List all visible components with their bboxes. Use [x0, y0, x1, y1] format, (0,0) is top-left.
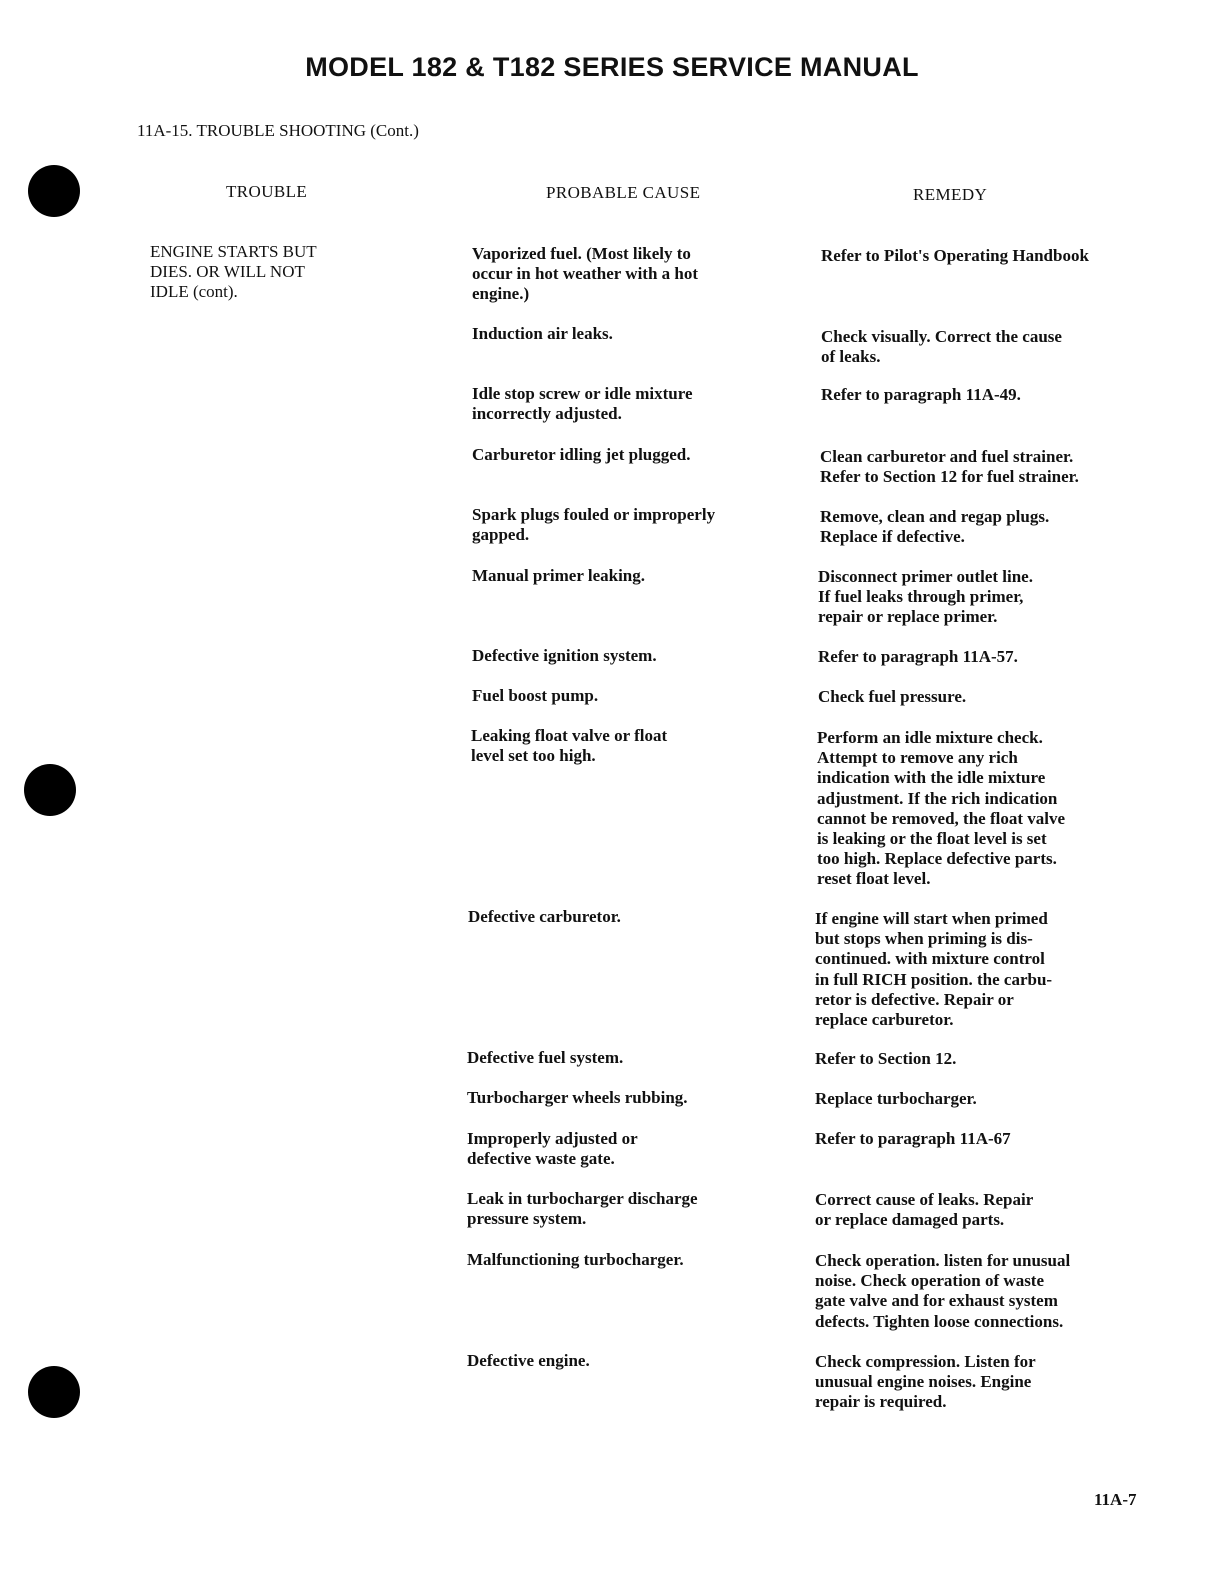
cause-cell: Defective carburetor. [468, 907, 621, 926]
remedy-cell: Replace turbocharger. [815, 1089, 977, 1108]
remedy-cell: Check fuel pressure. [818, 687, 967, 706]
cause-cell: Vaporized fuel. (Most likely to occur in hot weather with a hot engine.) [472, 244, 699, 304]
column-header-probable-cause: PROBABLE CAUSE [546, 183, 701, 202]
column-header-trouble: TROUBLE [226, 182, 308, 201]
cause-cell: Spark plugs fouled or improperly gapped. [472, 505, 716, 545]
cause-cell: Leaking float valve or float level set too high. [471, 726, 668, 766]
trouble-description: ENGINE STARTS BUT DIES. OR WILL NOT IDLE (cont). [150, 242, 317, 301]
remedy-cell: Check visually. Correct the cause of leaks. [821, 327, 1062, 367]
remedy-cell: Remove, clean and regap plugs. Replace if defective. [820, 507, 1050, 547]
remedy-cell: Refer to Section 12. [815, 1049, 957, 1068]
remedy-cell: Correct cause of leaks. Repair or replace damaged parts. [815, 1190, 1034, 1230]
cause-cell: Malfunctioning turbocharger. [467, 1250, 684, 1269]
cause-cell: Idle stop screw or idle mixture incorrectly adjusted. [472, 384, 693, 424]
remedy-cell: Clean carburetor and fuel strainer. Refer to Section 12 for fuel strainer. [820, 447, 1079, 487]
remedy-cell: Perform an idle mixture check. Attempt to remove any rich indication with the idle mixture adjustment. If the rich indication cannot be removed, the float valve is leaking or the float level is set too high. Replace defective parts. reset float level. [817, 728, 1066, 889]
cause-cell: Defective fuel system. [467, 1048, 624, 1067]
remedy-cell: If engine will start when primed but stops when priming is dis- continued. with mixture control in full RICH position. the carbu- retor is defective. Repair or replace carburetor. [815, 909, 1053, 1030]
cause-cell: Defective engine. [467, 1351, 590, 1370]
remedy-cell: Check operation. listen for unusual noise. Check operation of waste gate valve and for exhaust system defects. Tighten loose connections. [815, 1251, 1071, 1331]
remedy-cell: Refer to paragraph 11A-67 [815, 1129, 1011, 1148]
page-number: 11A-7 [1094, 1490, 1137, 1509]
column-header-remedy: REMEDY [913, 185, 988, 204]
remedy-cell: Refer to Pilot's Operating Handbook [821, 246, 1089, 265]
cause-cell: Manual primer leaking. [472, 566, 645, 585]
cause-cell: Fuel boost pump. [472, 686, 599, 705]
remedy-cell: Check compression. Listen for unusual engine noises. Engine repair is required. [815, 1352, 1036, 1412]
cause-cell: Defective ignition system. [472, 646, 657, 665]
cause-cell: Turbocharger wheels rubbing. [467, 1088, 688, 1107]
remedy-cell: Refer to paragraph 11A-57. [818, 647, 1018, 666]
section-heading: 11A-15. TROUBLE SHOOTING (Cont.) [137, 121, 419, 140]
cause-cell: Improperly adjusted or defective waste gate. [467, 1129, 638, 1169]
remedy-cell: Disconnect primer outlet line. If fuel leaks through primer, repair or replace primer. [818, 567, 1033, 627]
cause-cell: Leak in turbocharger discharge pressure system. [467, 1189, 698, 1229]
remedy-cell: Refer to paragraph 11A-49. [821, 385, 1021, 404]
cause-cell: Carburetor idling jet plugged. [472, 445, 691, 464]
page-title: MODEL 182 & T182 SERIES SERVICE MANUAL [305, 52, 919, 82]
cause-cell: Induction air leaks. [472, 324, 613, 343]
